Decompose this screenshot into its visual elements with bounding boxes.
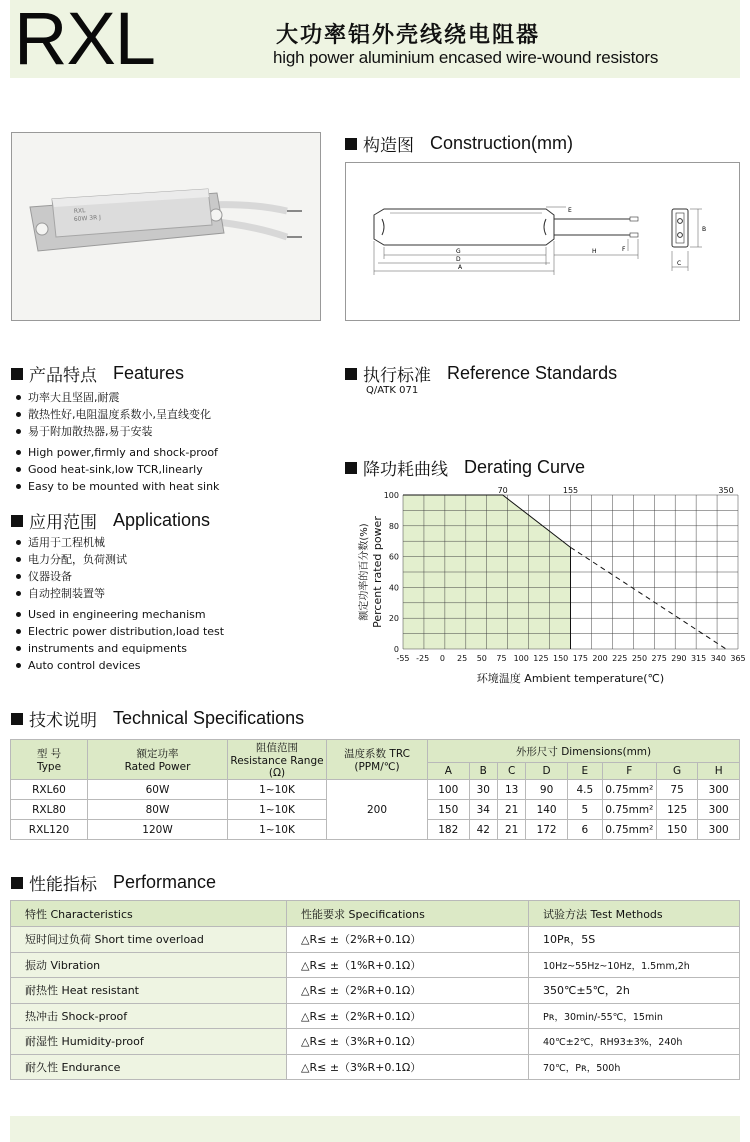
y-tick-label: 100 <box>383 491 399 500</box>
dim-label-d: D <box>456 256 461 263</box>
column-header: 特性 Characteristics <box>11 901 287 927</box>
table-row: 耐湿性 Humidity-proof △R≤ ±（3%R+0.1Ω） 40℃±2℃，RH93±3%，240h <box>11 1029 740 1055</box>
list-item: instruments and equipments <box>14 640 224 657</box>
construction-heading: 构造图 Construction(mm) <box>345 131 573 156</box>
list-item: 电力分配，负荷测试 <box>14 551 224 568</box>
table-row: 振动 Vibration △R≤ ±（1%R+0.1Ω） 10Hz~55Hz~10Hz，1.5mm,2h <box>11 952 740 978</box>
tech-specs-table <box>10 739 740 840</box>
y-tick-label: 20 <box>388 614 399 624</box>
model-code: RXL <box>14 0 155 80</box>
x-tick-label: 315 <box>690 654 707 663</box>
y-axis-label-cn: 额定功率的百分数(%) <box>359 523 370 621</box>
column-header-dim: A <box>428 763 470 780</box>
x-axis-label: 环境温度 Ambient temperature(℃) <box>476 672 665 684</box>
column-header-dimensions: 外形尺寸 Dimensions(mm) <box>428 740 740 763</box>
heading-square-icon <box>11 515 23 527</box>
column-header: 性能要求 Specifications <box>287 901 529 927</box>
column-header-tcr: 温度系数 TRC (PPM/℃) <box>327 740 428 780</box>
x-tick-label: 50 <box>476 654 487 663</box>
page-title-cn: 大功率铝外壳线绕电阻器 <box>276 23 541 48</box>
derating-chart <box>355 484 745 684</box>
heading-square-icon <box>345 368 357 380</box>
column-header-dim: B <box>469 763 497 780</box>
dim-label-g: G <box>456 248 461 255</box>
x-tick-label: 340 <box>710 654 726 663</box>
heading-square-icon <box>11 877 23 889</box>
resistor-photo-illustration <box>12 133 320 320</box>
y-tick-label: 40 <box>388 583 399 593</box>
table-row: 耐热性 Heat resistant △R≤ ±（2%R+0.1Ω） 350℃±5℃，2h <box>11 978 740 1004</box>
y-axis-label-en: Percent rated power <box>371 516 384 628</box>
list-item: 仪器设备 <box>14 568 224 585</box>
y-tick-label: 60 <box>388 552 399 562</box>
x-tick-label: -25 <box>416 654 430 663</box>
x-tick-label: 75 <box>496 654 507 663</box>
list-item: 自动控制装置等 <box>14 585 224 602</box>
x-tick-label: 0 <box>439 654 445 663</box>
x-tick-label: 150 <box>553 654 569 663</box>
list-item: Good heat-sink,low TCR,linearly <box>14 461 219 478</box>
list-item: Electric power distribution,load test <box>14 623 224 640</box>
list-item: 易于附加散热器,易于安装 <box>14 423 219 440</box>
y-tick-label: 0 <box>393 645 399 654</box>
column-header-dim: E <box>567 763 602 780</box>
heading-square-icon <box>11 368 23 380</box>
list-item: Easy to be mounted with heat sink <box>14 478 219 495</box>
table-row: 短时间过负荷 Short time overload △R≤ ±（2%R+0.1Ω） 10Pʀ，5S <box>11 927 740 953</box>
derating-heading: 降功耗曲线 Derating Curve <box>345 455 585 480</box>
x-tick-label: 200 <box>592 654 608 663</box>
dim-label-h: H <box>592 248 597 255</box>
heading-square-icon <box>11 713 23 725</box>
x-tick-label: -55 <box>396 654 410 663</box>
heading-square-icon <box>345 138 357 150</box>
list-item: 散热性好,电阻温度系数小,呈直线变化 <box>14 406 219 423</box>
table-row: RXL120 120W 1~10K 182 42 21 172 6 0.75mm² 150 300 <box>11 820 740 840</box>
list-item: 适用于工程机械 <box>14 534 224 551</box>
list-item: High power,firmly and shock-proof <box>14 444 219 461</box>
features-list <box>14 389 219 495</box>
column-header-range: 阻值范围 Resistance Range (Ω) <box>228 740 327 780</box>
applications-heading: 应用范围 Applications <box>11 508 210 533</box>
column-header-dim: C <box>497 763 525 780</box>
dim-label-e: E <box>568 207 572 214</box>
applications-list <box>14 534 224 674</box>
x-tick-label: 25 <box>457 654 468 663</box>
x-tick-label: 175 <box>572 654 588 663</box>
y-tick-label: 80 <box>388 521 399 531</box>
page-title-en: high power aluminium encased wire-wound resistors <box>273 48 659 67</box>
table-row: 耐久性 Endurance △R≤ ±（3%R+0.1Ω） 70℃，Pʀ，500h <box>11 1054 740 1080</box>
standard-code: Q/ATK 071 <box>366 385 419 396</box>
column-header-power: 额定功率 Rated Power <box>88 740 228 780</box>
table-row: RXL80 80W 1~10K 150 34 21 140 5 0.75mm² 125 300 <box>11 800 740 820</box>
svg-text:RXL: RXL <box>73 207 86 215</box>
svg-text:60W 3R J: 60W 3R J <box>73 214 102 223</box>
heading-square-icon <box>345 462 357 474</box>
x-tick-label: 365 <box>730 654 745 663</box>
dim-label-b: B <box>702 226 707 233</box>
list-item: Used in engineering mechanism <box>14 606 224 623</box>
dim-label-f: F <box>622 246 626 253</box>
product-photo <box>11 132 321 321</box>
list-item: 功率大且坚固,耐震 <box>14 389 219 406</box>
column-header-type: 型 号 Type <box>11 740 88 780</box>
standards-heading: 执行标准 Reference Standards <box>345 361 617 386</box>
x-tick-label: 225 <box>612 654 628 663</box>
features-heading: 产品特点 Features <box>11 361 184 386</box>
top-mark-label: 155 <box>562 486 579 495</box>
list-item: Auto control devices <box>14 657 224 674</box>
x-tick-label: 290 <box>671 654 687 663</box>
x-tick-label: 125 <box>533 654 549 663</box>
column-header-dim: D <box>526 763 568 780</box>
dim-label-a: A <box>458 264 463 271</box>
tech-specs-heading: 技术说明 Technical Specifications <box>11 706 304 731</box>
x-tick-label: 100 <box>513 654 529 663</box>
footer-band <box>10 1116 740 1142</box>
column-header-dim: G <box>656 763 698 780</box>
column-header-dim: H <box>698 763 740 780</box>
performance-table <box>10 900 740 1080</box>
table-row: 热冲击 Shock-proof △R≤ ±（2%R+0.1Ω） Pʀ，30min/-55℃，15min <box>11 1003 740 1029</box>
column-header: 试验方法 Test Methods <box>529 901 740 927</box>
top-mark-label: 350 <box>718 486 734 495</box>
dim-label-c: C <box>677 260 682 267</box>
table-row: RXL60 60W 1~10K 200 100 30 13 90 4.5 0.75mm² 75 300 <box>11 780 740 800</box>
top-mark-label: 70 <box>497 486 508 495</box>
x-tick-label: 275 <box>651 654 667 663</box>
tcr-value: 200 <box>327 780 428 840</box>
x-tick-label: 250 <box>631 654 648 663</box>
column-header-dim: F <box>602 763 656 780</box>
performance-heading: 性能指标 Performance <box>11 870 216 895</box>
construction-drawing <box>345 162 740 321</box>
